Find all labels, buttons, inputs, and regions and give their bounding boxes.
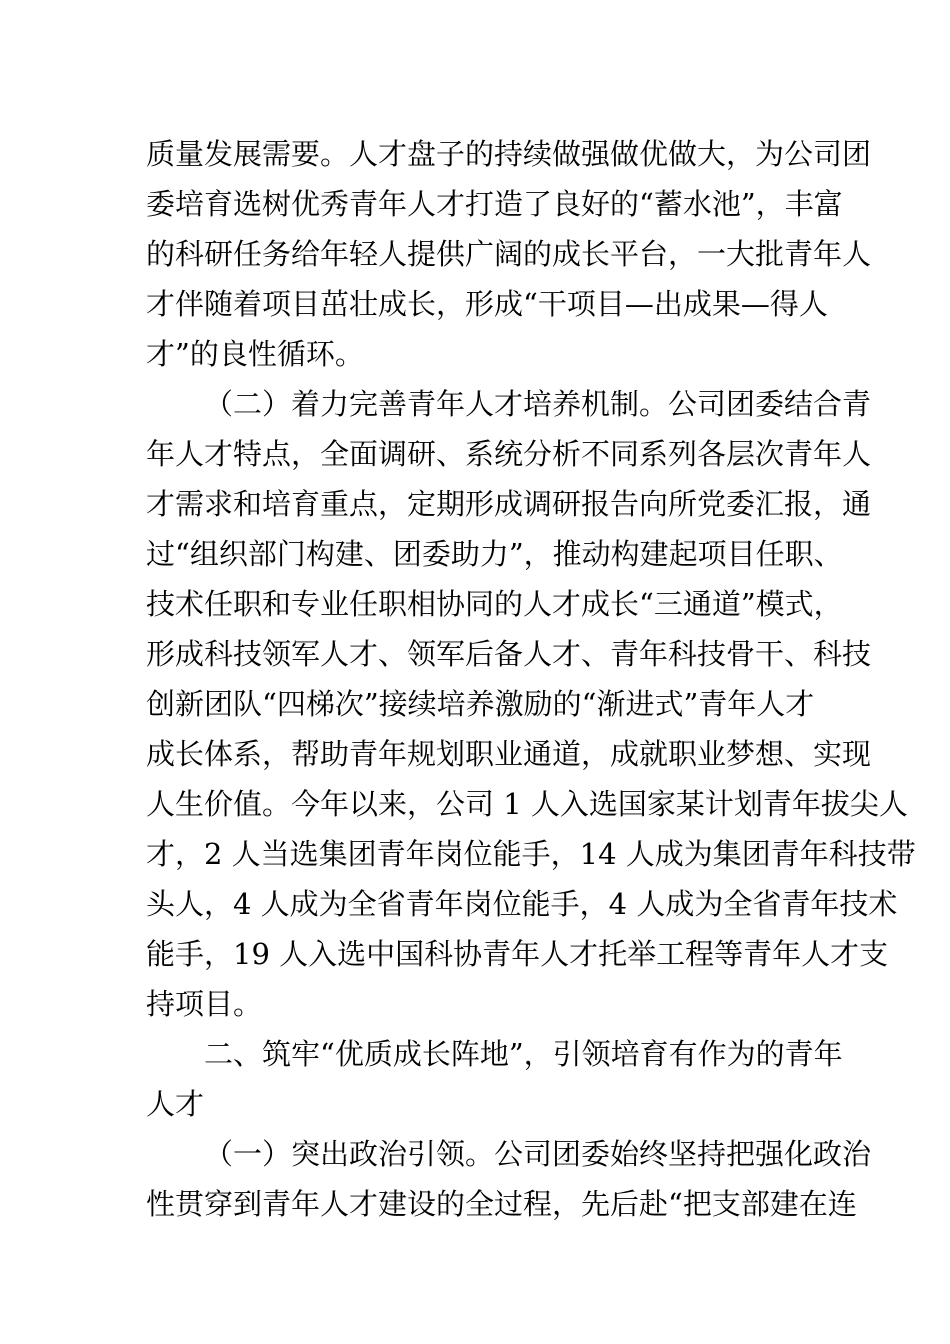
- paragraph-line: 委培育选树优秀青年人才打造了良好的“蓄水池”，丰富: [146, 187, 843, 221]
- paragraph-line: 质量发展需要。人才盘子的持续做强做优做大，为公司团: [146, 137, 872, 171]
- section-heading-line: （二）着力完善青年人才培养机制。公司团委结合青: [204, 387, 872, 421]
- paragraph-line: 人生价值。今年以来，公司 1 人入选国家某计划青年拔尖人: [146, 787, 908, 821]
- paragraph-line: 能手，19 人入选中国科协青年人才托举工程等青年人才支: [146, 937, 889, 971]
- paragraph-line: 才伴随着项目茁壮成长，形成“干项目—出成果—得人: [146, 287, 828, 321]
- paragraph-line: 才，2 人当选集团青年岗位能手，14 人成为集团青年科技带: [146, 837, 916, 871]
- paragraph-line: 过“组织部门构建、团委助力”，推动构建起项目任职、: [146, 537, 843, 571]
- paragraph-line: 年人才特点，全面调研、系统分析不同系列各层次青年人: [146, 437, 872, 471]
- section-heading-line: （一）突出政治引领。公司团委始终坚持把强化政治: [204, 1137, 872, 1171]
- paragraph-line: 成长体系，帮助青年规划职业通道，成就职业梦想、实现: [146, 737, 872, 771]
- paragraph-line: 的科研任务给年轻人提供广阔的成长平台，一大批青年人: [146, 237, 872, 271]
- heading-line: 人才: [146, 1087, 205, 1121]
- paragraph-line: 才”的良性循环。: [146, 337, 364, 371]
- paragraph-line: 性贯穿到青年人才建设的全过程，先后赴“把支部建在连: [146, 1187, 857, 1221]
- paragraph-line: 形成科技领军人才、领军后备人才、青年科技骨干、科技: [146, 637, 872, 671]
- paragraph-line: 创新团队“四梯次”接续培养激励的“渐进式”青年人才: [146, 687, 815, 721]
- heading-line: 二、筑牢“优质成长阵地”，引领培育有作为的青年: [204, 1037, 843, 1071]
- paragraph-line: 持项目。: [146, 987, 263, 1021]
- paragraph-line: 技术任职和专业任职相协同的人才成长“三通道”模式，: [146, 587, 843, 621]
- paragraph-line: 才需求和培育重点，定期形成调研报告向所党委汇报，通: [146, 487, 872, 521]
- paragraph-line: 头人，4 人成为全省青年岗位能手，4 人成为全省青年技术: [146, 887, 898, 921]
